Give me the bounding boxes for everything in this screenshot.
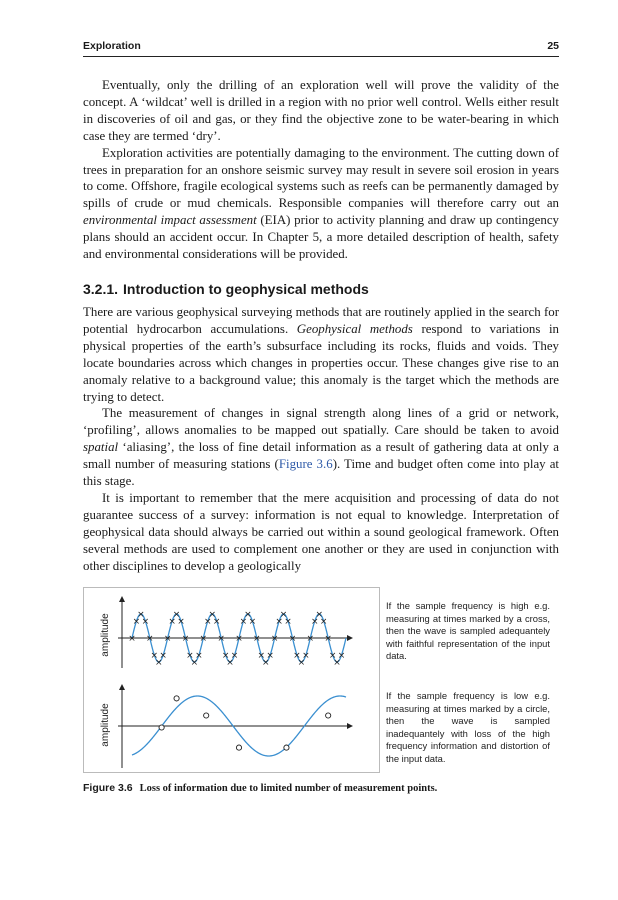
y-axis-label: amplitude <box>100 613 111 657</box>
sample-cross-marker: × <box>146 634 154 644</box>
paragraph: Exploration activities are potentially damaging to the environment. The cutting down of trees in preparation for an onshore seismic survey may result in severe soil erosion in years to come. Offshore, fragile ecological systems such as reefs can be permanently damaged by spills of crude or mud chemicals. Responsible companies will therefore carry out an environmental impact assessment (EIA) prior to activity planning and draw up contingency plans should an accident occur. In Chapter 5, a more detailed description of health, safety and environmental considerations will be provided. <box>83 145 559 262</box>
sample-cross-marker: × <box>328 650 337 661</box>
y-axis-arrow <box>119 684 125 690</box>
sample-cross-marker: × <box>293 650 301 661</box>
sample-cross-marker: × <box>212 617 221 628</box>
y-axis-label: amplitude <box>100 703 111 747</box>
figure-plot <box>84 588 379 772</box>
sample-cross-marker: × <box>154 658 163 668</box>
sample-cross-marker: × <box>279 610 288 620</box>
sample-cross-marker: × <box>261 658 270 668</box>
sample-cross-marker: × <box>333 658 341 668</box>
figure-3-6 <box>83 587 380 773</box>
sample-circle-marker <box>174 696 179 701</box>
sample-cross-marker: × <box>195 650 203 661</box>
sample-cross-marker: × <box>172 610 181 620</box>
sample-cross-marker: × <box>266 650 274 661</box>
sample-cross-marker: × <box>337 650 346 661</box>
sample-cross-marker: × <box>270 634 279 644</box>
figure-caption-text: Loss of information due to limited number of measurement points. <box>139 783 438 794</box>
figure-caption <box>83 782 437 794</box>
sample-cross-marker: × <box>137 610 145 620</box>
sample-cross-marker: × <box>128 634 136 644</box>
section-number: 3.2.1. <box>83 281 119 297</box>
sample-cross-marker: × <box>186 650 194 661</box>
sample-cross-marker: × <box>257 650 266 661</box>
sample-cross-marker: × <box>235 634 243 644</box>
figure-reference-link[interactable]: Figure 3.6 <box>278 457 333 472</box>
sample-cross-marker: × <box>230 650 239 661</box>
sample-circle-marker <box>236 745 241 750</box>
page-number: 25 <box>547 40 559 52</box>
sample-cross-marker: × <box>190 658 199 668</box>
sample-cross-marker: × <box>168 617 176 628</box>
x-axis-arrow <box>347 723 353 729</box>
sample-cross-marker: × <box>226 658 234 668</box>
body-text-top <box>83 77 559 263</box>
paragraph: There are various geophysical surveying methods that are routinely applied in the search for potential hydrocarbon accumulations. Geophysical methods respond to variations in physical properties of the earth’s subsurface including its rocks, fluids and voids. They locate boundaries across which changes in properties occur. These changes give rise to an anomaly relative to a background value; this anomaly is the target which the methods are trying to detect. <box>83 305 560 404</box>
sample-cross-marker: × <box>159 650 167 661</box>
body-text-bottom <box>83 304 559 575</box>
sample-cross-marker: × <box>248 617 257 628</box>
figure-label: Figure 3.6 <box>83 782 133 794</box>
sample-cross-marker: × <box>208 610 217 620</box>
panel-low-sampling <box>100 684 353 768</box>
sample-cross-marker: × <box>177 617 185 628</box>
running-head-section: Exploration <box>83 40 141 52</box>
running-head <box>83 40 559 57</box>
sample-cross-marker: × <box>141 617 150 628</box>
sample-cross-marker: × <box>302 650 310 661</box>
sample-cross-marker: × <box>311 617 319 628</box>
emphasis: Geophysical methods <box>296 321 413 336</box>
sample-cross-marker: × <box>288 634 297 644</box>
sample-cross-marker: × <box>221 650 230 661</box>
panel-high-sampling <box>100 596 353 668</box>
sample-circle-marker <box>204 713 209 718</box>
paragraph: Eventually, only the drilling of an exploration well will prove the validity of the concept. A ‘wildcat’ well is drilled in a region with no prior well control. Wells either result in discoveries of oil and gas, or they find the objective zone to be water-bearing in which case they are termed ‘dry’. <box>83 78 559 143</box>
figure-note-high: If the sample frequency is high e.g. measuring at times marked by a cross, then the wave is sampled adequantely with faithful representation of the input data. <box>386 600 550 662</box>
sample-cross-marker: × <box>244 610 252 620</box>
sample-cross-marker: × <box>324 634 332 644</box>
sample-cross-marker: × <box>319 617 328 628</box>
paragraph: It is important to remember that the mere acquisition and processing of data do not guarantee success of a survey: information is not equal to knowledge. Interpretation of geophysical data should always be carried out within a sound geological framework. Often several methods are used to complement one another or they are used in conjunction with other disciplines to develop a geologically <box>83 490 559 573</box>
figure-note-low: If the sample frequency is low e.g. measuring at times marked by a circle, then the wave is sampled inadequantely with loss of the high frequency information and distortion of the input data. <box>386 690 550 764</box>
section-title: Introduction to geophysical methods <box>123 281 369 297</box>
sample-cross-marker: × <box>315 610 324 620</box>
y-axis-arrow <box>119 596 125 602</box>
sample-cross-marker: × <box>239 617 248 628</box>
x-axis-arrow <box>347 635 353 641</box>
sample-cross-marker: × <box>199 634 208 644</box>
sample-cross-marker: × <box>297 658 306 668</box>
emphasis: spatial <box>83 440 119 455</box>
sample-circle-marker <box>159 725 164 730</box>
sample-cross-marker: × <box>253 634 261 644</box>
sample-cross-marker: × <box>150 650 159 661</box>
sample-cross-marker: × <box>306 634 315 644</box>
paragraph: The measurement of changes in signal strength along lines of a grid or network, ‘profiling’, allows anomalies to be mapped out spatially. Care should be taken to avoid spatial ‘aliasing’, the loss of fine detail information as a result of gathering data at only a small number of measuring stations (Figure 3.6). Time and budget often come into play at this stage. <box>83 406 559 489</box>
sample-cross-marker: × <box>181 634 190 644</box>
sample-cross-marker: × <box>217 634 225 644</box>
section-heading <box>83 281 374 297</box>
sample-cross-marker: × <box>275 617 283 628</box>
sample-circle-marker <box>284 745 289 750</box>
sample-cross-marker: × <box>132 617 141 628</box>
sample-cross-marker: × <box>204 617 212 628</box>
sample-cross-marker: × <box>163 634 172 644</box>
sample-cross-marker: × <box>284 617 292 628</box>
sample-circle-marker <box>326 713 331 718</box>
emphasis: environmental impact assessment <box>83 213 257 228</box>
